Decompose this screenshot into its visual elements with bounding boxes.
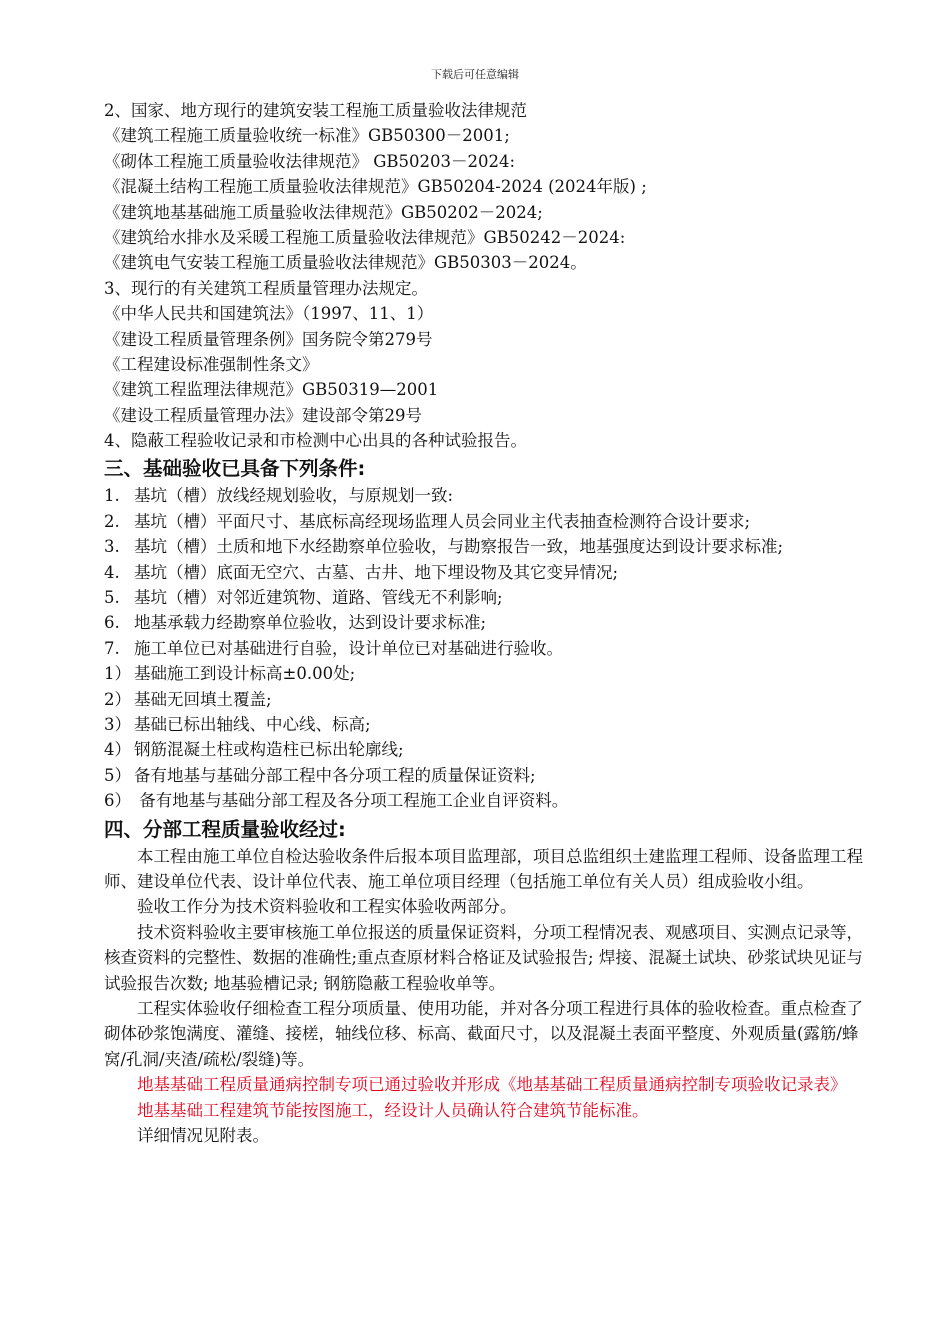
subcondition-item: 1） 基础施工到设计标高±0.00处; bbox=[104, 664, 356, 684]
regulation-item: 《建设工程质量管理办法》建设部令第29号 bbox=[104, 405, 422, 425]
standard-item: 《建筑给水排水及采暖工程施工质量验收法律规范》GB50242－2024: bbox=[104, 227, 626, 247]
highlight-paragraph: 地基基础工程质量通病控制专项已通过验收并形成《地基基础工程质量通病控制专项验收记录表》 bbox=[137, 1075, 847, 1095]
condition-item: 5. 基坑（槽）对邻近建筑物、道路、管线无不利影响; bbox=[104, 588, 503, 608]
subcondition-item: 2） 基础无回填土覆盖; bbox=[104, 689, 272, 709]
closing-line: 详细情况见附表。 bbox=[137, 1126, 269, 1146]
document-body bbox=[104, 98, 884, 1148]
standard-item: 《建筑工程施工质量验收统一标准》GB50300－2001; bbox=[104, 126, 510, 146]
standard-item: 《建筑地基基础施工质量验收法律规范》GB50202－2024; bbox=[104, 202, 543, 222]
condition-item: 2. 基坑（槽）平面尺寸、基底标高经现场监理人员会同业主代表抽查检测符合设计要求; bbox=[104, 511, 751, 531]
sec4-line: 4、隐蔽工程验收记录和市检测中心出具的各种试验报告。 bbox=[104, 431, 527, 451]
process-paragraph: 验收工作分为技术资料验收和工程实体验收两部分。 bbox=[137, 897, 517, 917]
subcondition-item: 6） 备有地基与基础分部工程及各分项工程施工企业自评资料。 bbox=[104, 791, 569, 811]
page-header: 下载后可任意编辑 bbox=[431, 68, 519, 81]
highlight-paragraph: 地基基础工程建筑节能按图施工，经设计人员确认符合建筑节能标准。 bbox=[137, 1100, 649, 1120]
condition-item: 7. 施工单位已对基础进行自验，设计单位已对基础进行验收。 bbox=[104, 638, 563, 658]
standard-item: 《混凝土结构工程施工质量验收法律规范》GB50204-2024 (2024年版) ; bbox=[104, 177, 647, 197]
condition-item: 6. 地基承载力经勘察单位验收，达到设计要求标准; bbox=[104, 613, 487, 633]
heading-section-3: 三、基础验收已具备下列条件: bbox=[104, 457, 366, 481]
condition-item: 1. 基坑（槽）放线经规划验收，与原规划一致: bbox=[104, 486, 454, 506]
regulation-item: 《工程建设标准强制性条文》 bbox=[104, 354, 319, 374]
sec3-intro: 3、现行的有关建筑工程质量管理办法规定。 bbox=[104, 278, 428, 298]
subcondition-item: 3） 基础已标出轴线、中心线、标高; bbox=[104, 715, 371, 734]
sec2-intro: 2、国家、地方现行的建筑安装工程施工质量验收法律规范 bbox=[104, 101, 527, 120]
regulation-item: 《建筑工程监理法律规范》GB50319—2001 bbox=[104, 380, 439, 400]
standard-item: 《建筑电气安装工程施工质量验收法律规范》GB50303－2024。 bbox=[104, 253, 587, 273]
regulation-item: 《中华人民共和国建筑法》（1997、11、1） bbox=[104, 304, 434, 324]
condition-item: 4. 基坑（槽）底面无空穴、古墓、古井、地下埋设物及其它变异情况; bbox=[104, 562, 619, 582]
regulation-item: 《建设工程质量管理条例》国务院令第279号 bbox=[104, 329, 433, 349]
condition-item: 3. 基坑（槽）土质和地下水经勘察单位验收，与勘察报告一致，地基强度达到设计要求标准; bbox=[104, 537, 784, 557]
process-paragraph: 本工程由施工单位自检达验收条件后报本项目监理部，项目总监组织土建监理工程师、设备监理工程师、建设单位代表、设计单位代表、施工单位项目经理（包括施工单位有关人员）组成验收小组。 bbox=[104, 846, 863, 891]
process-paragraph: 工程实体验收仔细检查工程分项质量、使用功能，并对各分项工程进行具体的验收检查。重点检查了砌体砂浆饱满度、灌缝、接槎，轴线位移、标高、截面尺寸，以及混凝土表面平整度、外观质量(露筋/蜂窝/孔洞/夹渣/疏松/裂缝)等。 bbox=[104, 999, 863, 1069]
heading-section-4: 四、分部工程质量验收经过: bbox=[104, 817, 346, 841]
subcondition-item: 4） 钢筋混凝土柱或构造柱已标出轮廓线; bbox=[104, 740, 404, 760]
standard-item: 《砌体工程施工质量验收法律规范》 GB50203－2024: bbox=[104, 151, 516, 171]
subcondition-item: 5） 备有地基与基础分部工程中各分项工程的质量保证资料; bbox=[104, 765, 536, 785]
process-paragraph: 技术资料验收主要审核施工单位报送的质量保证资料，分项工程情况表、观感项目、实测点记录等，核查资料的完整性、数据的准确性;重点查原材料合格证及试验报告; 焊接、混凝土试块、砂浆试块见证与试验报告次数; 地基验槽记录; 钢筋隐蔽工程验收单等。 bbox=[104, 922, 863, 993]
